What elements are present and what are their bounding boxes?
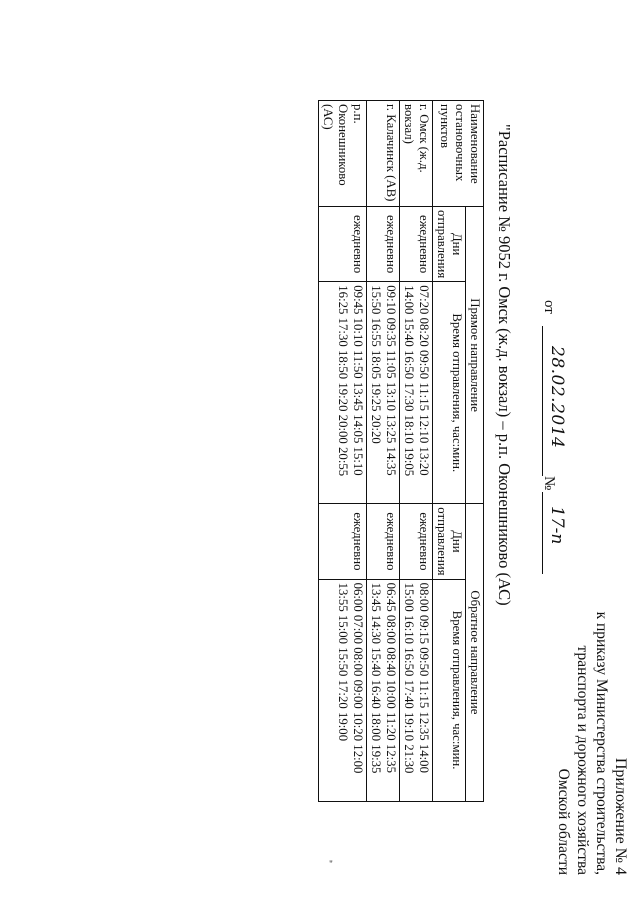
forward-times: 07:20 08:20 09:50 11:15 12:10 13:20 14:00 15:40 16:50 17:30 18:10 19:05 [400, 282, 433, 504]
table-header-row-1 [466, 101, 484, 802]
appendix-line-2: транспорта и дорожного хозяйства [574, 645, 591, 875]
schedule-table [318, 100, 484, 802]
forward-days: ежедневно [367, 207, 400, 282]
stop-name: г. Омск (ж.д. вокзал) [400, 101, 433, 207]
reverse-times: 06:00 07:00 08:00 09:00 10:20 12:00 13:55 15:00 15:50 17:20 19:00 [319, 579, 367, 801]
forward-times: 09:45 10:10 11:50 13:45 14:05 15:10 16:25 17:30 18:50 19:20 20:00 20:55 [319, 282, 367, 504]
number-label: № [541, 476, 557, 491]
date-underline [542, 326, 543, 476]
table-row [319, 101, 367, 802]
reverse-direction-header: Обратное направление [466, 504, 484, 801]
from-label: от [541, 300, 557, 314]
schedule-title: "Расписание № 9052 г. Омск (ж.д. вокзал) – р.п. Оконешниково (АС) [495, 124, 514, 606]
reverse-days: ежедневно [319, 504, 367, 579]
forward-direction-header: Прямое направление [466, 207, 484, 504]
stop-name: р.п. Оконешниково (АС) [319, 101, 367, 207]
appendix-line-3: Омской области [555, 768, 572, 875]
reverse-time-header: Время отправления, час:мин. [433, 579, 466, 801]
forward-time-header: Время отправления, час:мин. [433, 282, 466, 504]
handwritten-date: 28.02.2014 [547, 346, 567, 449]
number-underline [542, 492, 543, 574]
forward-days: ежедневно [400, 207, 433, 282]
reverse-days: ежедневно [400, 504, 433, 579]
appendix-title: Приложение № 4 [612, 757, 629, 875]
reverse-times: 06:45 08:00 08:40 10:00 11:20 12:35 13:45 14:30 15:40 16:40 18:00 19:35 [367, 579, 400, 801]
closing-quote-mark: " [329, 858, 333, 869]
table-header-row-2 [433, 101, 466, 802]
table-row [400, 101, 433, 802]
forward-days-header: Дни отправления [433, 207, 466, 282]
stop-name: г. Калачинск (АВ) [367, 101, 400, 207]
appendix-header [554, 612, 630, 875]
reverse-days-header: Дни отправления [433, 504, 466, 579]
appendix-line-1: к приказу Министерства строительства, [593, 611, 610, 875]
table-row [367, 101, 400, 802]
reverse-days: ежедневно [367, 504, 400, 579]
forward-times: 09:10 09:35 11:05 13:10 13:25 14:35 15:50 16:55 18:05 19:25 20:20 [367, 282, 400, 504]
stop-name-header: Наименование остановочных пунктов [433, 101, 484, 207]
handwritten-number: 17-п [547, 506, 567, 545]
reverse-times: 08:00 09:15 09:50 11:15 12:35 14:00 15:00 16:10 16:50 17:40 19:10 21:30 [400, 579, 433, 801]
forward-days: ежедневно [319, 207, 367, 282]
